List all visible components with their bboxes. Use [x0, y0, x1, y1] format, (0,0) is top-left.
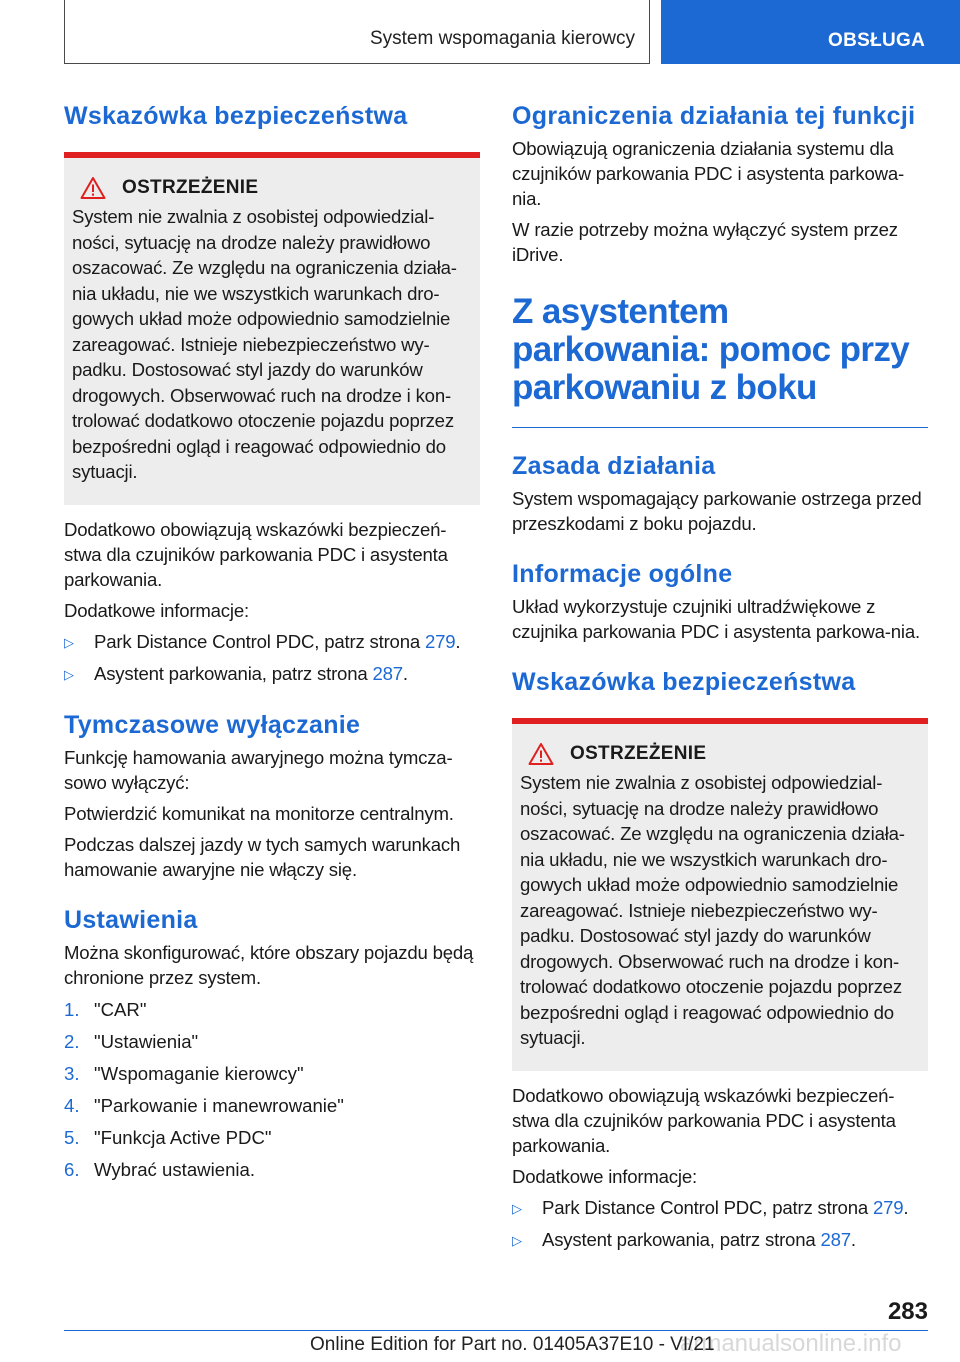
temp-disable-heading: Tymczasowe wyłączanie [64, 710, 361, 739]
right-column [512, 100, 928, 1253]
warning-triangle-icon [80, 176, 106, 200]
page-link[interactable]: 287 [820, 1228, 851, 1250]
list-item: 6. Wybrać ustawienia. [64, 1158, 256, 1180]
temp-paragraph-3: Podczas dalszej jazdy w tych samych warunkach hamowanie awaryjne nie włączy się. [64, 833, 461, 880]
limits-heading: Ograniczenia działania tej funkcji [512, 102, 916, 130]
ref-text: Asystent parkowania, patrz strona 287. [94, 662, 408, 684]
page-link[interactable]: 279 [424, 630, 456, 652]
limits-paragraph-1: Obowiązują ograniczenia działania systemu dla czujników parkowania PDC i asystenta parkowa‐nia. [512, 138, 904, 209]
ref-text: Asystent parkowania, patrz strona 287. [542, 1228, 856, 1250]
safety-heading-left: Wskazówka bezpieczeństwa [64, 102, 408, 130]
main-heading: Z asystentem parkowania: pomoc przy parkowaniu z boku [512, 292, 910, 407]
warning-header [520, 740, 920, 768]
ref-item [512, 1195, 928, 1221]
edition-text: Online Edition for Part no. 01405A37E10 - VI/21 [310, 1334, 715, 1355]
triangle-bullet-icon: ▷ [512, 1200, 522, 1216]
warning-box-right [512, 718, 928, 1071]
warning-title: OSTRZEŻENIE [570, 743, 707, 764]
ref-item [64, 629, 480, 655]
ref-text: Park Distance Control PDC, patrz strona 279. [542, 1196, 909, 1218]
list-item: 4. "Parkowanie i manewrowanie" [64, 1094, 344, 1116]
list-item: 1. "CAR" [64, 998, 147, 1020]
temp-paragraph-1: Funkcję hamowania awaryjnego można tymcza‐sowo wyłączyć: [64, 746, 453, 793]
list-item: 2. "Ustawienia" [64, 1030, 199, 1052]
header-section-box [64, 0, 650, 64]
triangle-bullet-icon: ▷ [512, 1232, 522, 1248]
principle-heading: Zasada działania [512, 452, 716, 480]
watermark: armanualsonline.info [680, 1330, 902, 1357]
left-column [64, 100, 480, 1182]
more-info-label: Dodatkowe informacje: [512, 1165, 697, 1187]
triangle-bullet-icon: ▷ [64, 666, 74, 682]
warning-text: System nie zwalnia z osobistej odpowiedzial‐ności, sytuację na drodze należy prawidłowo oszacować. Ze względu na ograniczenia działa‐nia układu, nie we wszystkich warunkach dro‐gowych układ może odpowiednio samodzielnie zareagować. Istnieje niebezpieczeństwo wy‐padku. Dostosować styl jazdy do warunków drogowych. Obserwować ruch na drodze i kon‐trolować dodatkowo otoczenie pojazdu poprzez bezpośredni ogląd i reagować odpowiednio do sytuacji. [520, 772, 905, 1048]
list-item: 3. "Wspomaganie kierowcy" [64, 1062, 304, 1084]
ref-item [512, 1227, 928, 1253]
page-number: 283 [887, 1298, 928, 1325]
settings-heading: Ustawienia [64, 905, 198, 934]
ref-item [64, 661, 480, 687]
section-title: System wspomagania kierowcy [369, 28, 635, 49]
warning-header [72, 174, 472, 202]
warning-title: OSTRZEŻENIE [122, 177, 259, 198]
warning-box-left [64, 152, 480, 505]
safety-heading-right: Wskazówka bezpieczeństwa [512, 668, 856, 696]
section-rule [512, 427, 928, 428]
settings-paragraph: Można skonfigurować, które obszary pojazdu będą chronione przez system. [64, 941, 474, 988]
principle-paragraph: System wspomagający parkowanie ostrzega przed przeszkodami z boku pojazdu. [512, 488, 922, 534]
additional-notes: Dodatkowo obowiązują wskazówki bezpieczeń‐stwa dla czujników parkowania PDC i asystenta parkowania. [64, 518, 448, 590]
general-heading: Informacje ogólne [512, 560, 733, 588]
more-info-label: Dodatkowe informacje: [64, 599, 249, 621]
additional-notes: Dodatkowo obowiązują wskazówki bezpieczeń‐stwa dla czujników parkowania PDC i asystenta parkowania. [512, 1084, 896, 1156]
list-item: 5. "Funkcja Active PDC" [64, 1126, 272, 1148]
triangle-bullet-icon: ▷ [64, 634, 74, 650]
steps-list [64, 997, 480, 1182]
chapter-tab-label: OBSŁUGA [828, 30, 926, 51]
page-link[interactable]: 287 [372, 662, 403, 684]
limits-paragraph-2: W razie potrzeby można wyłączyć system przez iDrive. [512, 219, 898, 265]
warning-text: System nie zwalnia z osobistej odpowiedzial‐ności, sytuację na drodze należy prawidłowo oszacować. Ze względu na ograniczenia działa‐nia układu, nie we wszystkich warunkach dro‐gowych układ może odpowiednio samodzielnie zareagować. Istnieje niebezpieczeństwo wy‐padku. Dostosować styl jazdy do warunków drogowych. Obserwować ruch na drodze i kon‐trolować dodatkowo otoczenie pojazdu poprzez bezpośredni ogląd i reagować odpowiednio do sytuacji. [72, 206, 457, 482]
warning-triangle-icon [528, 742, 554, 766]
temp-paragraph-2: Potwierdzić komunikat na monitorze centralnym. [64, 802, 454, 824]
page-link[interactable]: 279 [872, 1196, 904, 1218]
general-paragraph: Układ wykorzystuje czujniki ultradźwiękowe z czujnika parkowania PDC i asystenta parkowa‐nia. [512, 596, 920, 642]
ref-text: Park Distance Control PDC, patrz strona 279. [94, 630, 461, 652]
chapter-tab[interactable] [661, 0, 960, 64]
